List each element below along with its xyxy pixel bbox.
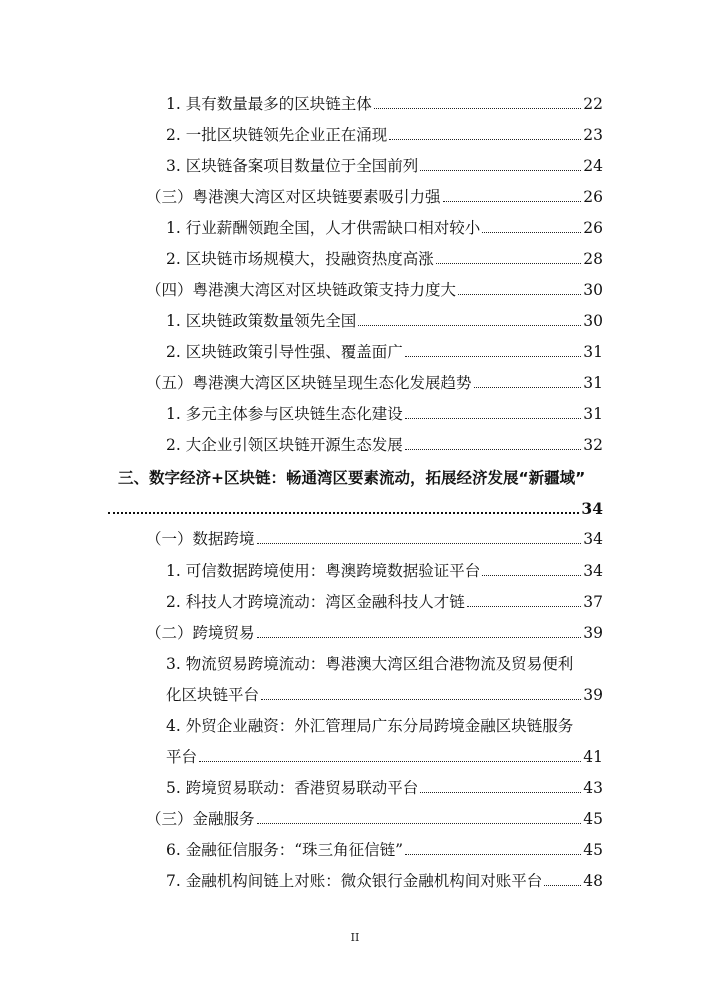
toc-entry[interactable] bbox=[166, 155, 603, 177]
dot-leader bbox=[257, 542, 582, 544]
dot-leader bbox=[405, 853, 581, 855]
dot-leader bbox=[108, 511, 579, 514]
toc-entry-label: 2. 一批区块链领先企业正在涌现 bbox=[166, 126, 388, 144]
dot-leader bbox=[257, 636, 582, 638]
dot-leader bbox=[467, 605, 582, 607]
toc-entry[interactable] bbox=[166, 403, 603, 425]
toc-entry[interactable] bbox=[166, 839, 603, 861]
dot-leader bbox=[405, 355, 582, 357]
dot-leader bbox=[420, 169, 581, 171]
toc-entry-label: 7. 金融机构间链上对账：微众银行金融机构间对账平台 bbox=[166, 872, 543, 890]
toc-entry-page: 30 bbox=[583, 281, 603, 299]
toc-entry-page: 45 bbox=[583, 810, 603, 828]
dot-leader bbox=[420, 791, 581, 793]
toc-entry-label: 1. 具有数量最多的区块链主体 bbox=[166, 95, 372, 113]
toc-entry-label: 1. 行业薪酬领跑全国，人才供需缺口相对较小 bbox=[166, 219, 481, 237]
toc-entry-page: 31 bbox=[583, 405, 603, 423]
dot-leader bbox=[374, 107, 582, 109]
toc-entry-page: 23 bbox=[583, 126, 603, 144]
toc-entry-label: 2. 大企业引领区块链开源生态发展 bbox=[166, 436, 403, 454]
toc-entry-page: 24 bbox=[583, 157, 603, 175]
dot-leader bbox=[199, 760, 581, 762]
dot-leader bbox=[474, 386, 582, 388]
toc-entry-label: 化区块链平台 bbox=[166, 686, 260, 704]
toc-entry-label[interactable]: 4. 外贸企业融资：外汇管理局广东分局跨境金融区块链服务 bbox=[166, 717, 574, 735]
toc-entry-page: 22 bbox=[583, 95, 603, 113]
toc-entry-label: （三）粤港澳大湾区对区块链要素吸引力强 bbox=[146, 188, 441, 206]
toc-entry-label: 2. 区块链市场规模大，投融资热度高涨 bbox=[166, 250, 434, 268]
toc-entry-label: 2. 科技人才跨境流动：湾区金融科技人才链 bbox=[166, 593, 465, 611]
toc-entry[interactable] bbox=[166, 341, 603, 363]
dot-leader bbox=[257, 822, 582, 824]
dot-leader bbox=[405, 417, 582, 419]
dot-leader bbox=[261, 698, 581, 700]
dot-leader bbox=[443, 200, 582, 202]
toc-entry-page: 31 bbox=[583, 343, 603, 361]
toc-entry-label[interactable]: 3. 物流贸易跨境流动：粤港澳大湾区组合港物流及贸易便利 bbox=[166, 655, 574, 673]
dot-leader bbox=[482, 574, 581, 576]
toc-entry[interactable] bbox=[166, 777, 603, 799]
dot-leader bbox=[389, 138, 581, 140]
toc-entry-page: 48 bbox=[583, 872, 603, 890]
toc-entry-page: 45 bbox=[583, 841, 603, 859]
toc-entry[interactable] bbox=[166, 870, 603, 892]
toc-entry-label: （五）粤港澳大湾区区块链呈现生态化发展趋势 bbox=[146, 374, 472, 392]
toc-entry-page: 37 bbox=[583, 593, 603, 611]
toc-entry-label: 平台 bbox=[166, 748, 198, 766]
dot-leader bbox=[458, 293, 581, 295]
toc-entry-page: 32 bbox=[583, 436, 603, 454]
toc-entry-page: 28 bbox=[583, 250, 603, 268]
toc-entry-label: 1. 区块链政策数量领先全国 bbox=[166, 312, 357, 330]
toc-entry-label: 5. 跨境贸易联动：香港贸易联动平台 bbox=[166, 779, 419, 797]
toc-entry-label: （一）数据跨境 bbox=[146, 530, 255, 548]
toc-entry[interactable] bbox=[166, 560, 603, 582]
toc-entry[interactable] bbox=[146, 808, 603, 830]
toc-entry[interactable] bbox=[166, 248, 603, 270]
chapter-page: 34 bbox=[581, 499, 603, 518]
dot-leader bbox=[436, 262, 582, 264]
chapter-heading[interactable]: 三、数字经济+区块链：畅通湾区要素流动，拓展经济发展“新疆域” bbox=[118, 469, 586, 487]
toc-entry[interactable] bbox=[166, 310, 603, 332]
toc-entry[interactable] bbox=[146, 279, 603, 301]
toc-entry[interactable] bbox=[146, 528, 603, 550]
dot-leader bbox=[358, 324, 581, 326]
toc-entry-label: 2. 区块链政策引导性强、覆盖面广 bbox=[166, 343, 403, 361]
toc-entry-page: 26 bbox=[583, 188, 603, 206]
toc-entry-label: 1. 可信数据跨境使用：粤澳跨境数据验证平台 bbox=[166, 562, 481, 580]
toc-entry-page: 26 bbox=[583, 219, 603, 237]
toc-entry[interactable] bbox=[146, 622, 603, 644]
toc-entry-label: （三）金融服务 bbox=[146, 810, 255, 828]
toc-entry-page: 39 bbox=[583, 624, 603, 642]
toc-entry-page: 31 bbox=[583, 374, 603, 392]
toc-entry-label: 6. 金融征信服务：“珠三角征信链” bbox=[166, 841, 404, 859]
page-number: II bbox=[350, 931, 360, 944]
dot-leader bbox=[482, 231, 581, 233]
toc-entry[interactable] bbox=[166, 217, 603, 239]
toc-entry-page: 39 bbox=[583, 686, 603, 704]
toc-entry-page: 30 bbox=[583, 312, 603, 330]
toc-entry[interactable] bbox=[146, 372, 603, 394]
toc-entry-label: （四）粤港澳大湾区对区块链政策支持力度大 bbox=[146, 281, 457, 299]
toc-entry[interactable] bbox=[166, 124, 603, 146]
toc-entry-page: 34 bbox=[583, 562, 603, 580]
toc-entry-label: 1. 多元主体参与区块链生态化建设 bbox=[166, 405, 403, 423]
toc-entry[interactable] bbox=[166, 591, 603, 613]
toc-entry-page: 41 bbox=[583, 748, 603, 766]
toc-entry[interactable] bbox=[146, 186, 603, 208]
toc-entry-page: 34 bbox=[583, 530, 603, 548]
toc-entry[interactable] bbox=[166, 746, 603, 768]
toc-entry[interactable] bbox=[166, 684, 603, 706]
toc-entry-label: （二）跨境贸易 bbox=[146, 624, 255, 642]
toc-entry[interactable] bbox=[166, 93, 603, 115]
toc-entry-label: 3. 区块链备案项目数量位于全国前列 bbox=[166, 157, 419, 175]
dot-leader bbox=[405, 448, 582, 450]
toc-entry-page: 43 bbox=[583, 779, 603, 797]
toc-entry[interactable] bbox=[166, 434, 603, 456]
chapter-heading-leader[interactable] bbox=[108, 498, 603, 520]
dot-leader bbox=[544, 884, 581, 886]
